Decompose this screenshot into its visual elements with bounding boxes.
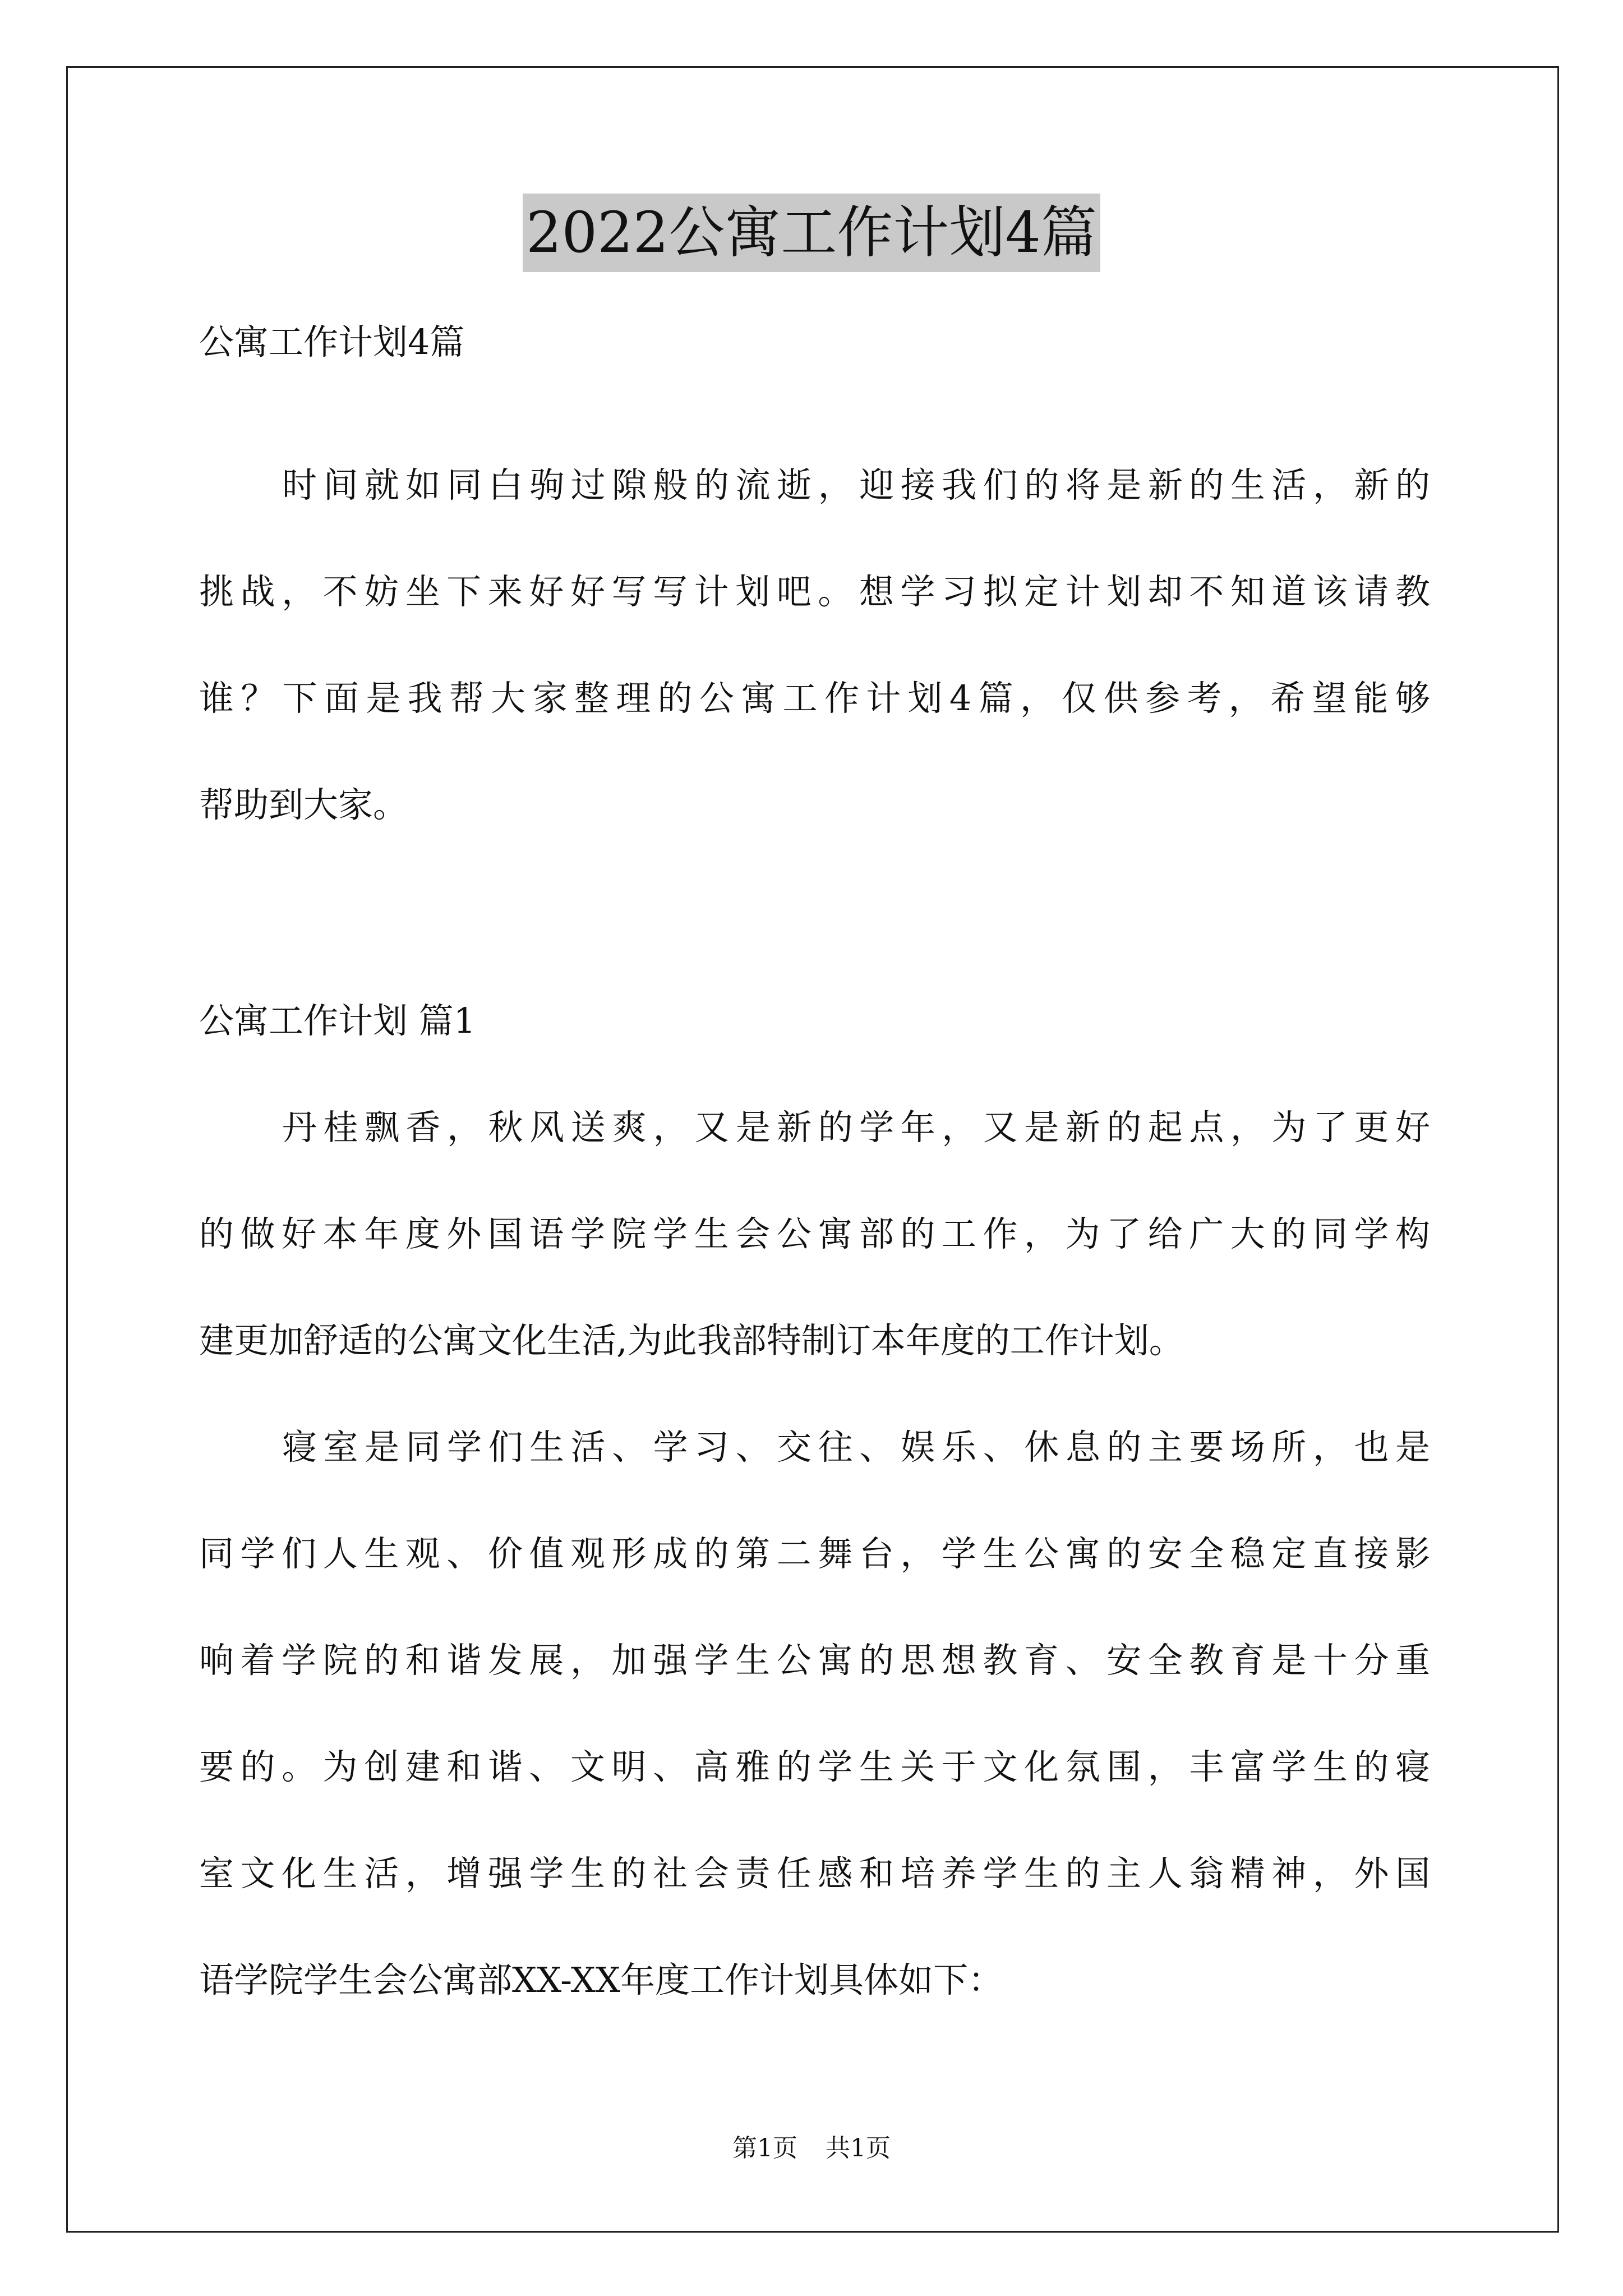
paragraph-line: 建更加舒适的公寓文化生活,为此我部特制订本年度的工作计划。: [199, 1320, 1184, 1361]
paragraph-line: 的做好本年度外国语学院学生会公寓部的工作，为了给广大的同学构: [199, 1213, 1430, 1254]
page-total: 共1页: [826, 2134, 891, 2162]
paragraph-line: 挑战，不妨坐下来好好写写计划吧。想学习拟定计划却不知道该请教: [199, 571, 1430, 612]
title-container: [0, 194, 1623, 272]
paragraph-line: 响着学院的和谐发展，加强学生公寓的思想教育、安全教育是十分重: [199, 1640, 1430, 1681]
paragraph-line: 语学院学生会公寓部XX-XX年度工作计划具体如下：: [199, 1959, 1003, 2000]
paragraph-line: 同学们人生观、价值观形成的第二舞台，学生公寓的安全稳定直接影: [199, 1533, 1430, 1574]
section-heading: 公寓工作计划 篇1: [199, 1000, 476, 1041]
paragraph-line: 室文化生活，增强学生的社会责任感和培养学生的主人翁精神，外国: [199, 1853, 1430, 1894]
paragraph-line: 谁？下面是我帮大家整理的公寓工作计划4篇，仅供参考，希望能够: [199, 678, 1430, 719]
paragraph-line: 寝室是同学们生活、学习、交往、娱乐、休息的主要场所，也是: [282, 1427, 1430, 1467]
page-number: 第1页: [732, 2134, 797, 2162]
paragraph-line: 帮助到大家。: [199, 784, 408, 825]
document-subtitle: 公寓工作计划4篇: [199, 321, 465, 362]
paragraph-line: 丹桂飘香，秋风送爽，又是新的学年，又是新的起点，为了更好: [282, 1107, 1430, 1148]
paragraph-line: 要的。为创建和谐、文明、高雅的学生关于文化氛围，丰富学生的寝: [199, 1746, 1430, 1787]
paragraph-line: 时间就如同白驹过隙般的流逝，迎接我们的将是新的生活，新的: [282, 464, 1430, 505]
page-footer: [0, 2132, 1623, 2165]
document-title: 2022公寓工作计划4篇: [523, 194, 1100, 272]
